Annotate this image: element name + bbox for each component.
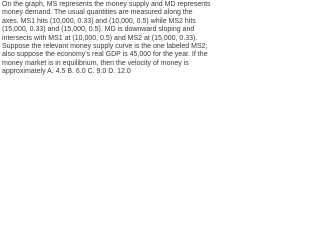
- question-text: On the graph, MS represents the money supply and MD represents money demand. The usual quantities are measured along the axes. MS1 hits (10,000, 0.33) and (10,000, 0.5) while MS2 hits (15,000, 0.33) and (15,000, 0.5). MD is downward sloping and intersects with MS1 at (10,000, 0.5) and MS2 at (15,000, 0.33). Suppose the relevant money supply curve is the one labeled MS2; also suppose the economy's real GDP is 45,000 for the year. If the money market is in equilibrium, then the velocity of money is approximately A. 4.5 B. 6.0 C. 9.0 D. 12.0: [2, 1, 211, 76]
- question-card: [0, 0, 213, 88]
